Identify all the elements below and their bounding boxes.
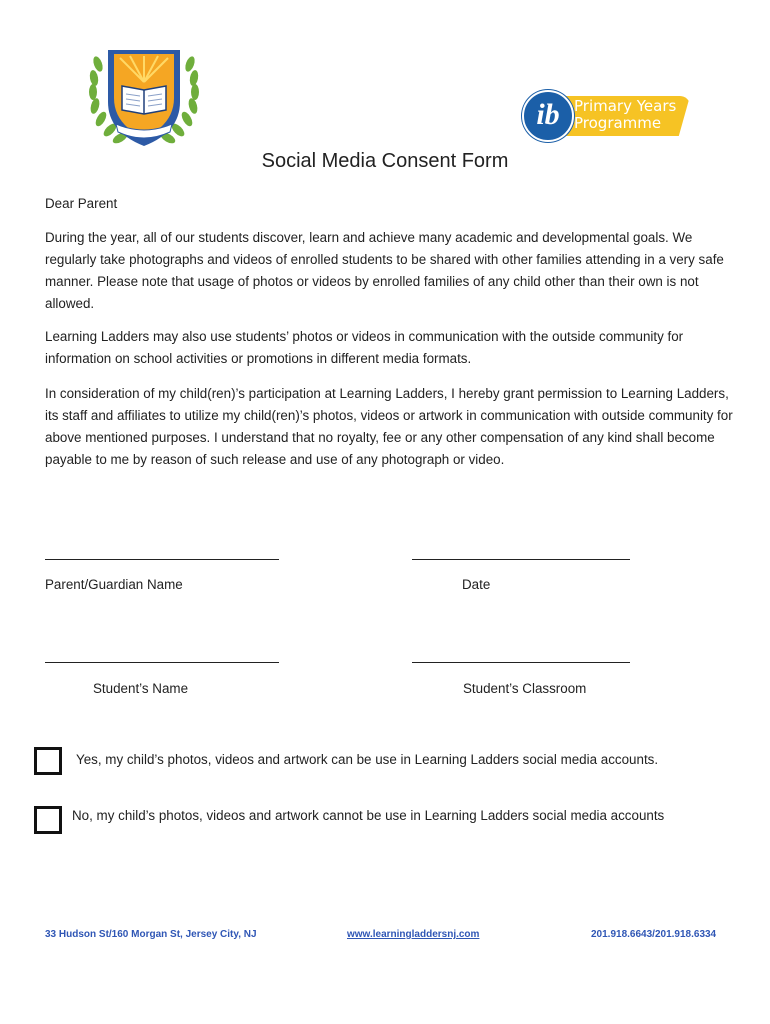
ib-pyp-logo [520, 88, 690, 144]
salutation: Dear Parent [45, 196, 118, 211]
ib-line-2: Programme [574, 114, 662, 132]
paragraph-usage: During the year, all of our students discover, learn and achieve many academic and developmental goals. We regularly take photographs and videos of enrolled students to be shared with other families attending in a very safe manner. Please note that usage of photos or videos by enrolled families of any child other than their own is not allowed. [45, 230, 724, 311]
footer-phone: 201.918.6643/201.918.6334 [591, 929, 717, 940]
date-line[interactable] [412, 559, 630, 560]
ib-line-1: Primary Years [574, 97, 677, 115]
yes-option-text: Yes, my child’s photos, videos and artwork can be use in Learning Ladders social media accounts. [76, 752, 659, 767]
classroom-label: Student’s Classroom [463, 681, 587, 696]
ib-programme-text [574, 98, 676, 132]
student-name-label: Student’s Name [93, 681, 189, 696]
no-checkbox[interactable] [34, 806, 62, 834]
paragraph-community: Learning Ladders may also use students’ photos or videos in communication with the outside community for information on school activities or promotions in different media formats. [45, 329, 684, 366]
form-title: Social Media Consent Form [261, 150, 509, 172]
footer-website-link[interactable]: www.learningladdersnj.com [347, 929, 480, 940]
paragraph-consent: In consideration of my child(ren)’s participation at Learning Ladders, I hereby grant permission to Learning Ladders, its staff and affiliates to utilize my child(ren)’s photos, videos or artwork in communication with outside community for above mentioned purposes. I understand that no royalty, fee or any other compensation of any kind shall become payable to me by reason of such release and use of any photograph or video. [45, 386, 733, 467]
yes-checkbox[interactable] [34, 747, 62, 775]
no-option-text: No, my child’s photos, videos and artwork cannot be use in Learning Ladders social media accounts [72, 808, 665, 823]
student-name-line[interactable] [45, 662, 279, 663]
parent-name-line[interactable] [45, 559, 279, 560]
ib-circle-icon: ib [522, 90, 574, 142]
school-logo [84, 42, 204, 154]
footer-address: 33 Hudson St/160 Morgan St, Jersey City, NJ [45, 929, 257, 940]
date-label: Date [462, 577, 491, 592]
parent-name-label: Parent/Guardian Name [45, 577, 183, 592]
classroom-line[interactable] [412, 662, 630, 663]
